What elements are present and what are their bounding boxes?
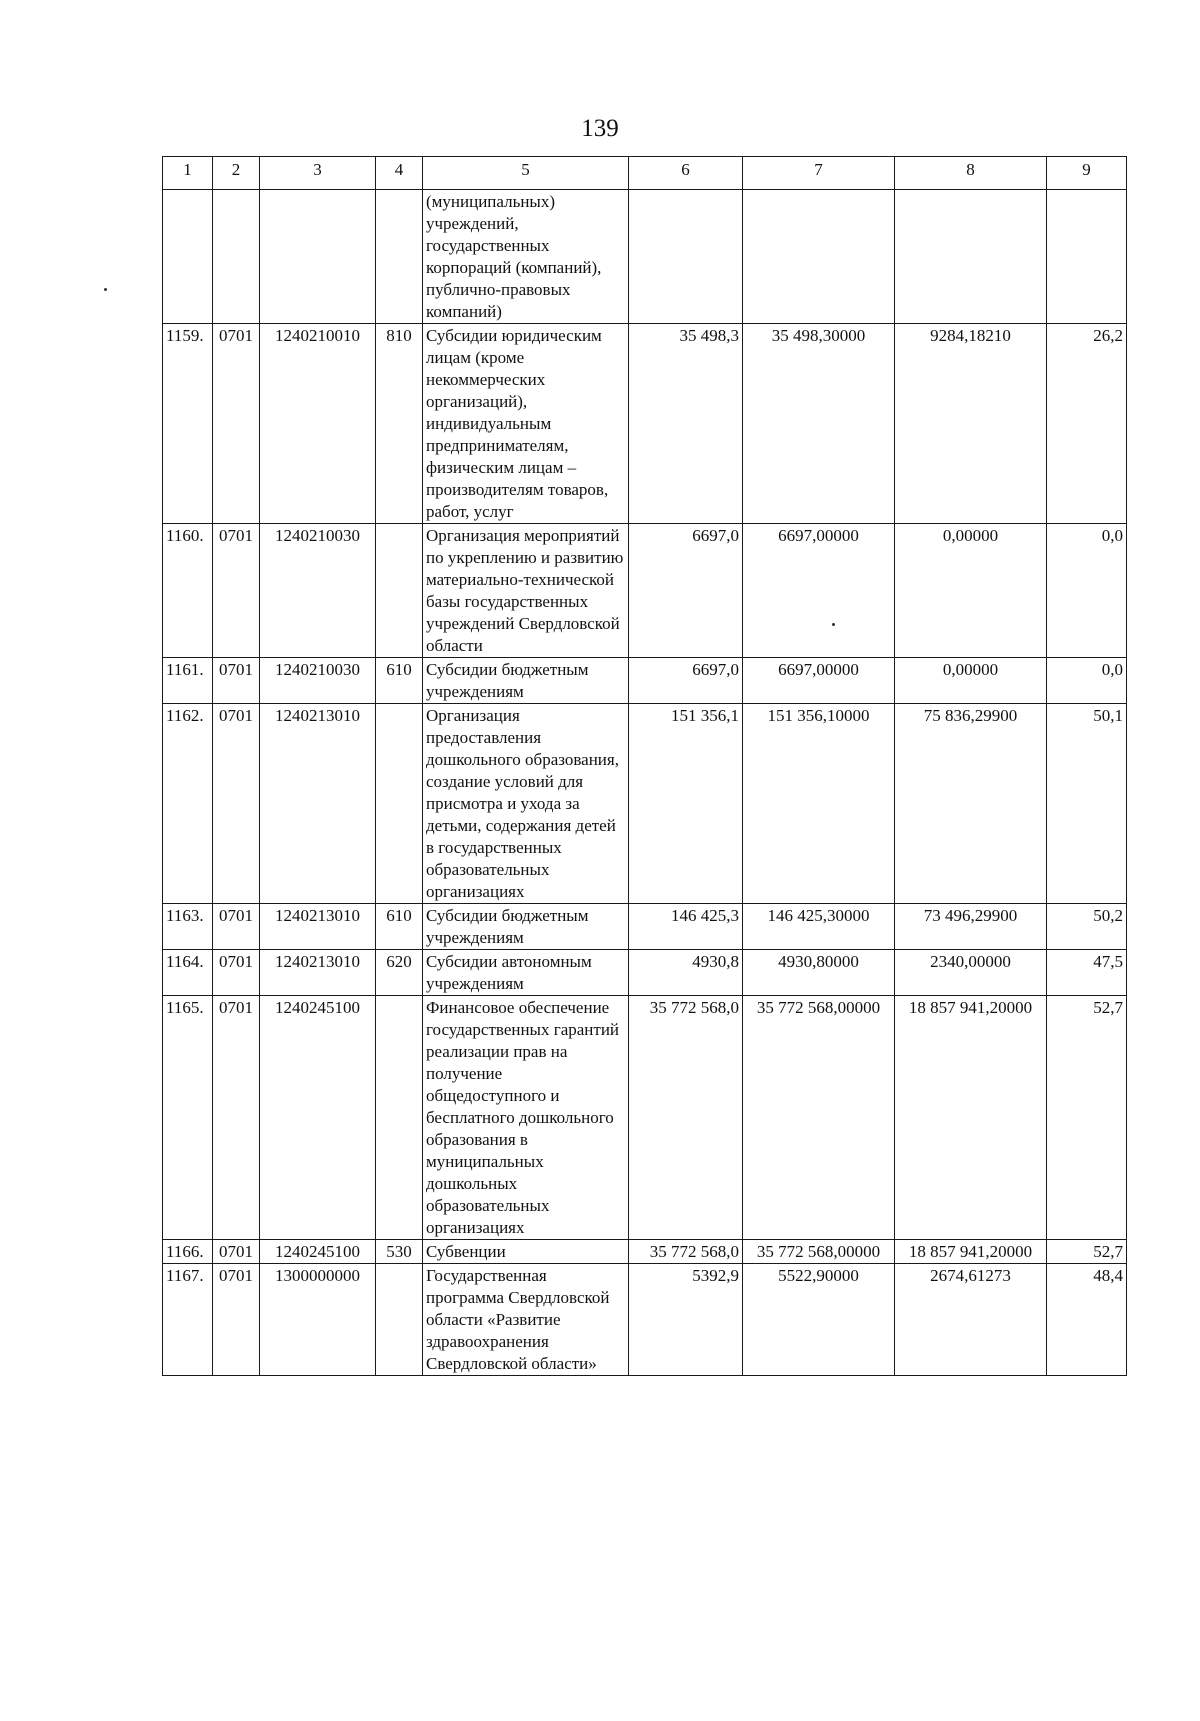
row-number: 1161. — [163, 658, 213, 704]
target-code: 1240213010 — [260, 704, 376, 904]
item-name: Субсидии бюджетным учреждениям — [423, 658, 629, 704]
item-name: Финансовое обеспечение государственных гарантий реализации прав на получение общедоступного и бесплатного дошкольного образования в муниципальных дошкольных образовательных организациях — [423, 996, 629, 1240]
header-col-1: 1 — [163, 157, 213, 190]
plan-amount: 35 498,30000 — [743, 324, 895, 524]
table-row — [163, 950, 1127, 996]
expense-type — [376, 190, 423, 324]
table-row — [163, 1264, 1127, 1376]
row-number: 1160. — [163, 524, 213, 658]
header-col-8: 8 — [895, 157, 1047, 190]
row-number: 1166. — [163, 1240, 213, 1264]
page-number: 139 — [581, 115, 619, 142]
row-number — [163, 190, 213, 324]
expense-type: 530 — [376, 1240, 423, 1264]
expense-type — [376, 1264, 423, 1376]
row-number: 1163. — [163, 904, 213, 950]
section-code: 0701 — [213, 658, 260, 704]
executed-amount: 18 857 941,20000 — [895, 996, 1047, 1240]
item-name: (муниципальных) учреждений, государственных корпораций (компаний), публично-правовых компаний) — [423, 190, 629, 324]
approved-amount: 6697,0 — [629, 658, 743, 704]
executed-amount: 0,00000 — [895, 524, 1047, 658]
expense-type: 810 — [376, 324, 423, 524]
header-col-7: 7 — [743, 157, 895, 190]
plan-amount: 6697,00000 — [743, 524, 895, 658]
section-code: 0701 — [213, 704, 260, 904]
executed-amount — [895, 190, 1047, 324]
section-code — [213, 190, 260, 324]
target-code: 1240210030 — [260, 658, 376, 704]
plan-amount: 35 772 568,00000 — [743, 996, 895, 1240]
table-row — [163, 704, 1127, 904]
section-code: 0701 — [213, 996, 260, 1240]
row-number: 1167. — [163, 1264, 213, 1376]
executed-amount: 75 836,29900 — [895, 704, 1047, 904]
scan-speck — [832, 623, 835, 626]
executed-amount: 2674,61273 — [895, 1264, 1047, 1376]
item-name: Субвенции — [423, 1240, 629, 1264]
section-code: 0701 — [213, 1264, 260, 1376]
table-row — [163, 996, 1127, 1240]
row-number: 1165. — [163, 996, 213, 1240]
execution-percent: 52,7 — [1047, 996, 1127, 1240]
executed-amount: 18 857 941,20000 — [895, 1240, 1047, 1264]
approved-amount: 151 356,1 — [629, 704, 743, 904]
section-code: 0701 — [213, 950, 260, 996]
item-name: Организация мероприятий по укреплению и развитию материально-технической базы государственных учреждений Свердловской области — [423, 524, 629, 658]
header-col-2: 2 — [213, 157, 260, 190]
header-col-3: 3 — [260, 157, 376, 190]
plan-amount: 4930,80000 — [743, 950, 895, 996]
plan-amount: 35 772 568,00000 — [743, 1240, 895, 1264]
table-row — [163, 1240, 1127, 1264]
target-code: 1240210030 — [260, 524, 376, 658]
execution-percent: 50,2 — [1047, 904, 1127, 950]
plan-amount — [743, 190, 895, 324]
execution-percent: 50,1 — [1047, 704, 1127, 904]
execution-percent: 26,2 — [1047, 324, 1127, 524]
plan-amount: 5522,90000 — [743, 1264, 895, 1376]
execution-percent — [1047, 190, 1127, 324]
plan-amount: 146 425,30000 — [743, 904, 895, 950]
execution-percent: 0,0 — [1047, 658, 1127, 704]
header-col-9: 9 — [1047, 157, 1127, 190]
row-number: 1164. — [163, 950, 213, 996]
row-number: 1159. — [163, 324, 213, 524]
target-code: 1240213010 — [260, 950, 376, 996]
expense-type — [376, 996, 423, 1240]
plan-amount: 151 356,10000 — [743, 704, 895, 904]
executed-amount: 2340,00000 — [895, 950, 1047, 996]
target-code: 1240245100 — [260, 996, 376, 1240]
approved-amount: 6697,0 — [629, 524, 743, 658]
header-col-4: 4 — [376, 157, 423, 190]
target-code — [260, 190, 376, 324]
target-code: 1240210010 — [260, 324, 376, 524]
header-col-5: 5 — [423, 157, 629, 190]
expense-type — [376, 704, 423, 904]
item-name: Организация предоставления дошкольного образования, создание условий для присмотра и ухода за детьми, содержания детей в государственных образовательных организациях — [423, 704, 629, 904]
target-code: 1240245100 — [260, 1240, 376, 1264]
execution-percent: 52,7 — [1047, 1240, 1127, 1264]
approved-amount: 146 425,3 — [629, 904, 743, 950]
expense-type — [376, 524, 423, 658]
execution-percent: 48,4 — [1047, 1264, 1127, 1376]
table-row — [163, 324, 1127, 524]
item-name: Субсидии автономным учреждениям — [423, 950, 629, 996]
approved-amount: 35 498,3 — [629, 324, 743, 524]
header-col-6: 6 — [629, 157, 743, 190]
approved-amount: 35 772 568,0 — [629, 1240, 743, 1264]
row-number: 1162. — [163, 704, 213, 904]
table-row — [163, 904, 1127, 950]
execution-percent: 0,0 — [1047, 524, 1127, 658]
approved-amount: 5392,9 — [629, 1264, 743, 1376]
executed-amount: 73 496,29900 — [895, 904, 1047, 950]
executed-amount: 9284,18210 — [895, 324, 1047, 524]
target-code: 1240213010 — [260, 904, 376, 950]
header-row — [163, 157, 1127, 190]
expense-type: 610 — [376, 904, 423, 950]
item-name: Субсидии юридическим лицам (кроме некоммерческих организаций), индивидуальным предпринимателям, физическим лицам – производителям товаров, работ, услуг — [423, 324, 629, 524]
scan-speck — [104, 288, 107, 291]
table-row — [163, 524, 1127, 658]
expense-type: 610 — [376, 658, 423, 704]
target-code: 1300000000 — [260, 1264, 376, 1376]
approved-amount: 35 772 568,0 — [629, 996, 743, 1240]
section-code: 0701 — [213, 324, 260, 524]
expense-type: 620 — [376, 950, 423, 996]
section-code: 0701 — [213, 1240, 260, 1264]
approved-amount: 4930,8 — [629, 950, 743, 996]
plan-amount: 6697,00000 — [743, 658, 895, 704]
item-name: Субсидии бюджетным учреждениям — [423, 904, 629, 950]
section-code: 0701 — [213, 904, 260, 950]
execution-percent: 47,5 — [1047, 950, 1127, 996]
section-code: 0701 — [213, 524, 260, 658]
table-row — [163, 658, 1127, 704]
executed-amount: 0,00000 — [895, 658, 1047, 704]
table-row — [163, 190, 1127, 324]
item-name: Государственная программа Свердловской области «Развитие здравоохранения Свердловской области» — [423, 1264, 629, 1376]
budget-table — [162, 156, 1127, 1376]
approved-amount — [629, 190, 743, 324]
